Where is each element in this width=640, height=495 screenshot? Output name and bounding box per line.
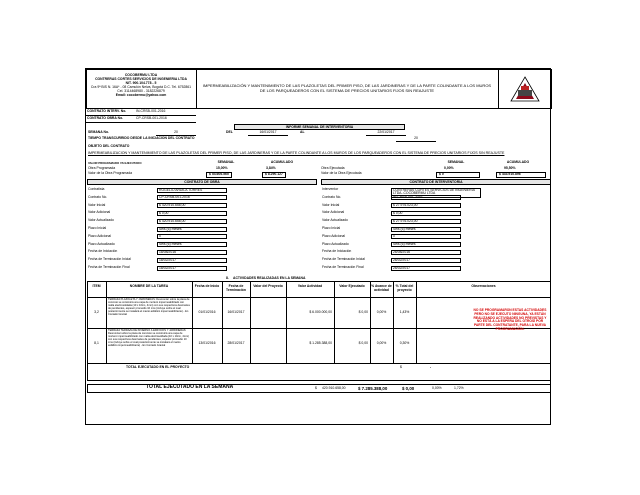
contrato_interv-row-value: $ 27.976.023,00 bbox=[391, 219, 461, 224]
contrato_obra-row-value: 18/02/2017 bbox=[157, 266, 227, 271]
total-ejecutado-proyecto-value: - bbox=[430, 365, 432, 369]
contrato_interv-row-value: Seis (6) meses bbox=[391, 227, 461, 232]
activity-executed: $ 0,00 bbox=[358, 341, 368, 345]
activities-title: ACTIVIDADES REALIZADAS EN LA SEMANA bbox=[233, 276, 306, 280]
obra-programada-acumulado: 3,84% bbox=[266, 166, 276, 170]
elapsed-label: TIEMPO TRANSCURRIDO DESDE LA INICIACION DEL CONTRATO bbox=[88, 136, 195, 140]
valor-programada-acumulado: $ 8.290.127 bbox=[262, 172, 286, 178]
contrato_obra-row-value: $ 420.910.658,00 bbox=[157, 203, 227, 208]
contrato_obra-row-value: $ 420.910.658,00 bbox=[157, 219, 227, 224]
contrato_obra-row-value: Seis (6) meses bbox=[157, 242, 227, 247]
contrato_interv-row-value: 26/02/2017 bbox=[391, 258, 461, 263]
from-label: DEL bbox=[226, 130, 233, 134]
total-ejecutado-proyecto-sign: $ bbox=[400, 365, 402, 369]
weekly-total-executed: $ 0,00 bbox=[402, 386, 415, 391]
contrato_interv-row-label: Valor Actualizado bbox=[322, 218, 348, 223]
contrato_obra-row-value: $ 0,00 bbox=[157, 211, 227, 216]
activities-section-number: 8. bbox=[226, 276, 229, 280]
obra-ejecutada-semanal: 0,00% bbox=[444, 166, 454, 170]
obra-contract-value: CP-CRSB-001-2016 bbox=[136, 116, 167, 120]
project-title: IMPERMEABILIZACIÓN Y MANTENIMIENTO DE LAS PLAZOLETAS DEL PRIMER PISO, DE LAS JARDINERAS Y DE LA PARTE COLINDANTE A LOS MUROS DE LOS PARQUEADEROS CON EL SISTEMA DE PRECIOS UNITARIOS FIJOS SIN REAJUSTE bbox=[202, 83, 492, 93]
to-label: AL bbox=[300, 130, 305, 134]
contrato_interv-row-value: IN-CRSB-001-2016 bbox=[391, 195, 461, 200]
contrato_interv-row-label: Fecha de Iniciación bbox=[322, 249, 352, 254]
activity-value: $ 1.285.388,00 bbox=[309, 341, 332, 345]
contrato_interv-row-label: Plazo Adicional bbox=[322, 233, 345, 238]
contrato_obra-row-value: CP-CRSB-001-2016 bbox=[157, 195, 227, 200]
semanal-header-right: SEMANAL bbox=[447, 160, 465, 164]
contrato_obra-row-label: Contrato No. bbox=[88, 194, 108, 199]
activities-observation: NO SE PROGRAMARON ESTAS ACTIVIDADES PERO NO SE EJECUTO NINGUNA, YA ESTÁN REALIZANDO ACTIVIDADES NO PREVISTAS Y NO ESTÁ A LA ESPERA DEL OTROSÍ POR PARTE DEL CONTRATANTE, PARA LA NUEVA PROGRAMACIÓN. bbox=[473, 308, 547, 331]
activity-advance: 0,00% bbox=[376, 341, 387, 345]
week-label: SEMANA No. bbox=[88, 130, 109, 134]
contrato_interv-row-value: CONTRERAS CORTES SERVICIOS DE INGENIERIA LTDA.-COCOBERMU LTDA bbox=[391, 188, 481, 198]
company-logo-icon bbox=[508, 75, 542, 103]
acumulado-header-right: ACUMULADO bbox=[506, 160, 530, 164]
elapsed-value: 20 bbox=[396, 137, 436, 142]
valor-programada-label: Valor de la Obra Programada bbox=[88, 171, 133, 175]
contrato_obra-row-value: Seis (6) meses bbox=[157, 227, 227, 232]
activity-total: 0,30% bbox=[399, 341, 410, 345]
contrato-interv-title: CONTRATO DE INTERVENTORIA bbox=[321, 179, 551, 185]
contrato_interv-row-label: Plazo Actualizado bbox=[322, 241, 349, 246]
valor-ejecutada-semanal: $ 0 bbox=[436, 172, 480, 178]
weekly-total-percent: 1,72% bbox=[454, 386, 464, 390]
activities-header: Fecha de Terminación bbox=[226, 284, 246, 292]
valor-ejecutada-acumulado: $ 433.910.896 bbox=[496, 172, 546, 178]
weekly-total-activity: $ 7.285.388,00 bbox=[358, 386, 388, 391]
report-sheet bbox=[85, 68, 551, 425]
company-nit: NIT. 900.104.778 - 5 bbox=[125, 81, 157, 85]
activities-header: Observaciones bbox=[471, 284, 496, 288]
week-number: 20 bbox=[156, 131, 196, 136]
activity-start: 01/01/2016 bbox=[198, 310, 216, 314]
contrato-obra-title: CONTRATO DE OBRA bbox=[87, 179, 317, 185]
contrato_obra-row-label: Valor Inicial bbox=[88, 202, 106, 207]
total-ejecutado-proyecto-label: TOTAL EJECUTADO EN EL PROYECTO bbox=[126, 365, 190, 369]
contrato_obra-row-label: Plazo Inicial bbox=[88, 226, 107, 230]
activities-header: % Avance de actividad bbox=[371, 284, 392, 292]
contrato_interv-row-label: Contrato No. bbox=[322, 194, 342, 199]
obra-programada-label: Obra Programada bbox=[88, 166, 116, 170]
from-date: 16/01/2017 bbox=[248, 131, 288, 136]
activity-start: 13/01/2016 bbox=[198, 341, 216, 345]
company-address: Cra 9ª BIS N. 16A* - 08 Camulón Neiva, Bogotá D.C. Tel. 6752861 Cel. 3114468980 - 3182226879 bbox=[90, 85, 192, 93]
contrato_obra-row-value: 18/08/2016 bbox=[157, 250, 227, 255]
contrato_obra-row-value: ROGELIO ARDILA TORRES bbox=[157, 188, 227, 193]
consortium-name: CONTRERAS CORTES SERVICIOS DE INGENIERIA LTDA bbox=[95, 77, 187, 81]
activity-total: 1,43% bbox=[399, 310, 410, 314]
contrato_interv-row-label: Valor Inicial bbox=[322, 202, 340, 207]
contrato_obra-row-label: Plazo Adicional bbox=[88, 233, 111, 238]
activity-name: TERRAZA PLAZOLETA Y JARDINERAS: Desmontar sobre la placa de concreto se construirá una capa de mortero impermeabilizado con malla electrosoldada (10 x 10cm, 4mm) con sus respectivos desniveles de pendientes, espesor promedio 10 cms (incluye sobre el cual posteriormente se instalará el manto asfáltico impermeabilizante) - En Contado Granial bbox=[108, 298, 190, 316]
contrato_interv-row-value: Seis (6) meses bbox=[391, 242, 461, 247]
obra-ejecutada-acumulado: 95,50% bbox=[504, 166, 516, 170]
object-label: OBJETO DEL CONTRATO bbox=[88, 144, 130, 148]
activity-item: 3,2 bbox=[94, 310, 99, 314]
activities-header: % Total del proyecto bbox=[395, 284, 414, 292]
activities-header: Valor Actividad bbox=[297, 284, 323, 288]
contrato_interv-row-value: 26/08/2016 bbox=[391, 250, 461, 255]
activity-end: 16/01/2017 bbox=[227, 310, 245, 314]
valor-programada-semanal: $ 54.606.565 bbox=[206, 172, 232, 178]
obra-ejecutada-label: Obra Ejecutada bbox=[321, 166, 345, 170]
contrato_obra-row-value: 18/02/2017 bbox=[157, 258, 227, 263]
activity-name: TERRAZA TERRAZA DE INVIERNO A EDIFICIOS Y JARDINERAS: Desmontar sobre la placa de concreto se construirá una capa de mortero impermeabilizado con malla electrosoldada (10 x 10cm, 4mm) con sus respectivos desniveles de pendientes, espesor promedio 10 cms (incluye sobre el cual posteriormente se instalará el manto asfáltico impermeabilizante) - En Contado Granial bbox=[108, 329, 190, 347]
report-title: INFORME SEMANAL DE INTERVENTORIA bbox=[234, 124, 405, 130]
acumulado-header-left: ACUMULADO bbox=[270, 160, 294, 164]
company-name: COCOBERMU LTDA bbox=[124, 73, 158, 77]
contrato_obra-row-label: Valor Adicional bbox=[88, 210, 111, 215]
activity-advance: 0,00% bbox=[376, 310, 387, 314]
contrato_obra-row-label: Fecha de Terminación Final bbox=[88, 265, 130, 269]
activities-header: Valor Ejecutado bbox=[339, 284, 365, 288]
weekly-total-project: 420.910.658,00 bbox=[322, 386, 346, 390]
semanal-header-left: SEMANAL bbox=[217, 160, 235, 164]
interv-contract-value: IN-CRSB-001-2016 bbox=[136, 109, 166, 113]
activity-value: $ 6.000.000,00 bbox=[309, 310, 332, 314]
contrato_obra-row-label: Fecha de Terminación Inicial bbox=[88, 257, 131, 262]
progress-title: VALOR PROGRAMADO VS EJECUTADO bbox=[88, 161, 142, 165]
activity-item: 8,1 bbox=[94, 341, 99, 345]
contrato_interv-row-label: Valor Adicional bbox=[322, 210, 345, 215]
weekly-total-advance: 0,00% bbox=[432, 386, 442, 390]
contrato_obra-row-label: Plazo Actualizado bbox=[88, 241, 115, 246]
activities-header: ITEM bbox=[92, 284, 101, 288]
contrato_interv-row-label: Interventor bbox=[322, 187, 339, 191]
obra-programada-semanal: 15,00% bbox=[216, 166, 228, 170]
contrato_interv-row-value: $ 27.976.023,00 bbox=[391, 203, 461, 208]
to-date: 22/01/2017 bbox=[366, 131, 406, 136]
contrato_interv-row-label: Plazo Inicial bbox=[322, 226, 341, 230]
activities-header: Fecha de Inicio bbox=[194, 284, 220, 288]
contrato_obra-row-label: Contratista bbox=[88, 187, 105, 191]
activities-header: NOMBRE DE LA TAREA bbox=[129, 284, 169, 288]
contrato_obra-row-label: Valor Actualizado bbox=[88, 218, 114, 223]
contrato_interv-row-label: Fecha de Terminación Inicial bbox=[322, 257, 365, 262]
contrato_interv-row-value: 26/02/2017 bbox=[391, 266, 461, 271]
contrato_obra-row-label: Fecha de Iniciación bbox=[88, 249, 118, 254]
activities-header: Valor del Proyecto bbox=[253, 284, 283, 288]
activity-end: 28/01/2017 bbox=[227, 341, 245, 345]
contrato_interv-row-value: 0 bbox=[391, 234, 461, 239]
interv-contract-label: CONTRATO INTERV. No. bbox=[87, 109, 127, 113]
contrato_obra-row-value: 0 bbox=[157, 234, 227, 239]
obra-contract-label: CONTRATO OBRA No. bbox=[87, 116, 124, 120]
object-text: IMPERMEABILIZACION Y MANTENIMIENTO DE LAS PLAZOLETAS DEL PRIMER PISO, DE LAS JARDINERAS Y DE LA PARTE COLINDANTE A LOS MUROS DE LOS PARQUEADEROS CON EL SISTEMA DE PRECIOS UNITARIOS FIJOS SIN REAJUSTE bbox=[88, 151, 505, 155]
contrato_interv-row-value: $ 0,00 bbox=[391, 211, 461, 216]
contrato_interv-row-label: Fecha de Terminación Final bbox=[322, 265, 364, 269]
weekly-total-project-sign: $ bbox=[315, 386, 317, 390]
activity-executed: $ 0,00 bbox=[358, 310, 368, 314]
weekly-total-label: TOTAL EJECUTADO EN LA SEMANA bbox=[146, 384, 234, 390]
company-email: Email: cocobermu@yahoo.com bbox=[115, 93, 167, 97]
valor-ejecutada-label: Valor de la Obra Ejecutada bbox=[321, 171, 362, 175]
